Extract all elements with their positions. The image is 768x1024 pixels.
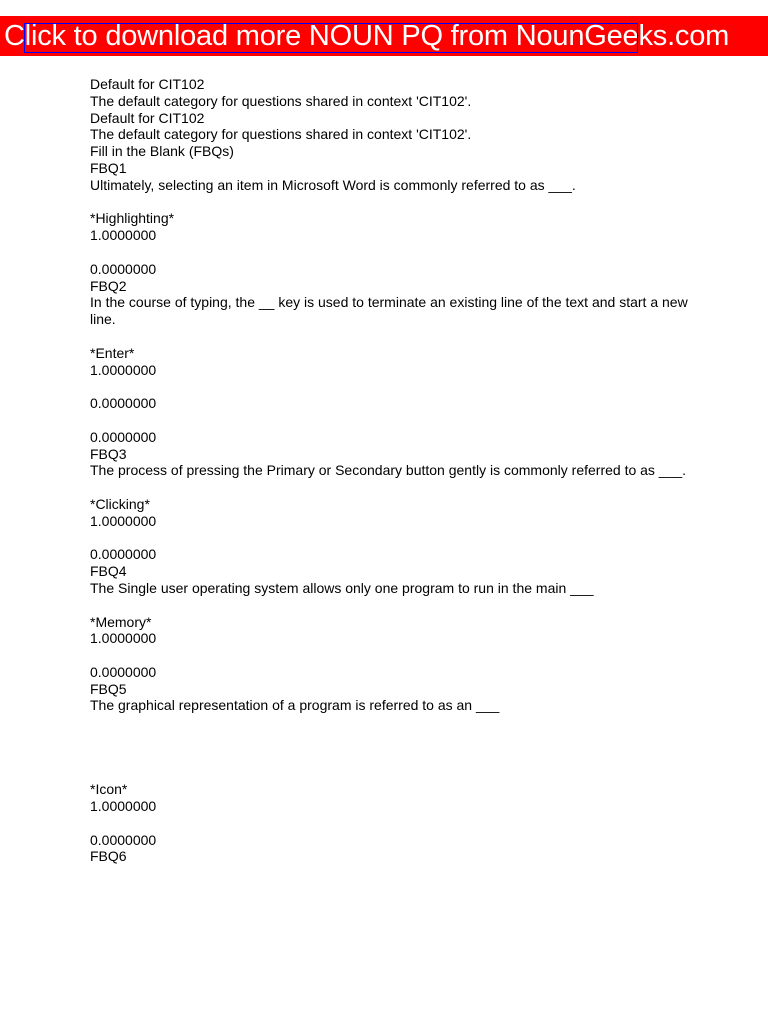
document-body (90, 76, 690, 865)
answer-grade: 1.0000000 (90, 361, 157, 378)
question-text: In the course of typing, the __ key is used to terminate an existing line of the text and start a new line. (90, 294, 692, 328)
answer-grade: 1.0000000 (90, 630, 157, 647)
question-id: FBQ5 (90, 680, 127, 697)
answer-text: *Highlighting* (90, 210, 175, 227)
question-text: The Single user operating system allows only one program to run in the main ___ (90, 579, 594, 596)
category-description: The default category for questions shared in context 'CIT102'. (90, 126, 472, 143)
answer-text: *Icon* (90, 781, 128, 798)
answer-grade: 0.0000000 (90, 260, 157, 277)
spacer (90, 714, 690, 781)
spacer (90, 412, 690, 429)
answer-grade: 1.0000000 (90, 798, 157, 815)
answer-grade: 0.0000000 (90, 546, 157, 563)
spacer (90, 328, 690, 345)
answer-text: *Enter* (90, 344, 135, 361)
spacer (90, 815, 690, 832)
question-text: The graphical representation of a program is referred to as an ___ (90, 697, 500, 714)
question-id: FBQ4 (90, 563, 127, 580)
question-id: FBQ3 (90, 445, 127, 462)
category-title: Default for CIT102 (90, 109, 205, 126)
spacer (90, 597, 690, 614)
spacer (90, 479, 690, 496)
spacer (90, 647, 690, 664)
spacer (90, 378, 690, 395)
download-link[interactable] (24, 23, 638, 53)
answer-grade: 1.0000000 (90, 512, 157, 529)
banner-text[interactable]: Click to download more NOUN PQ from NounGeeks.com (4, 20, 730, 52)
question-id: FBQ1 (90, 159, 127, 176)
answer-grade: 0.0000000 (90, 395, 157, 412)
answer-text: *Memory* (90, 613, 152, 630)
category-description: The default category for questions shared in context 'CIT102'. (90, 92, 472, 109)
question-id: FBQ2 (90, 277, 127, 294)
answer-grade: 0.0000000 (90, 831, 157, 848)
answer-grade: 0.0000000 (90, 428, 157, 445)
category-title: Default for CIT102 (90, 76, 205, 92)
spacer (90, 530, 690, 547)
answer-text: *Clicking* (90, 495, 150, 512)
section-heading: Fill in the Blank (FBQs) (90, 143, 234, 160)
spacer (90, 194, 690, 211)
answer-grade: 1.0000000 (90, 227, 157, 244)
question-text: The process of pressing the Primary or Secondary button gently is commonly referred to as ___. (90, 462, 687, 479)
answer-grade: 0.0000000 (90, 663, 157, 680)
question-text: Ultimately, selecting an item in Microsoft Word is commonly referred to as ___. (90, 176, 576, 193)
question-id: FBQ6 (90, 848, 127, 865)
spacer (90, 244, 690, 261)
